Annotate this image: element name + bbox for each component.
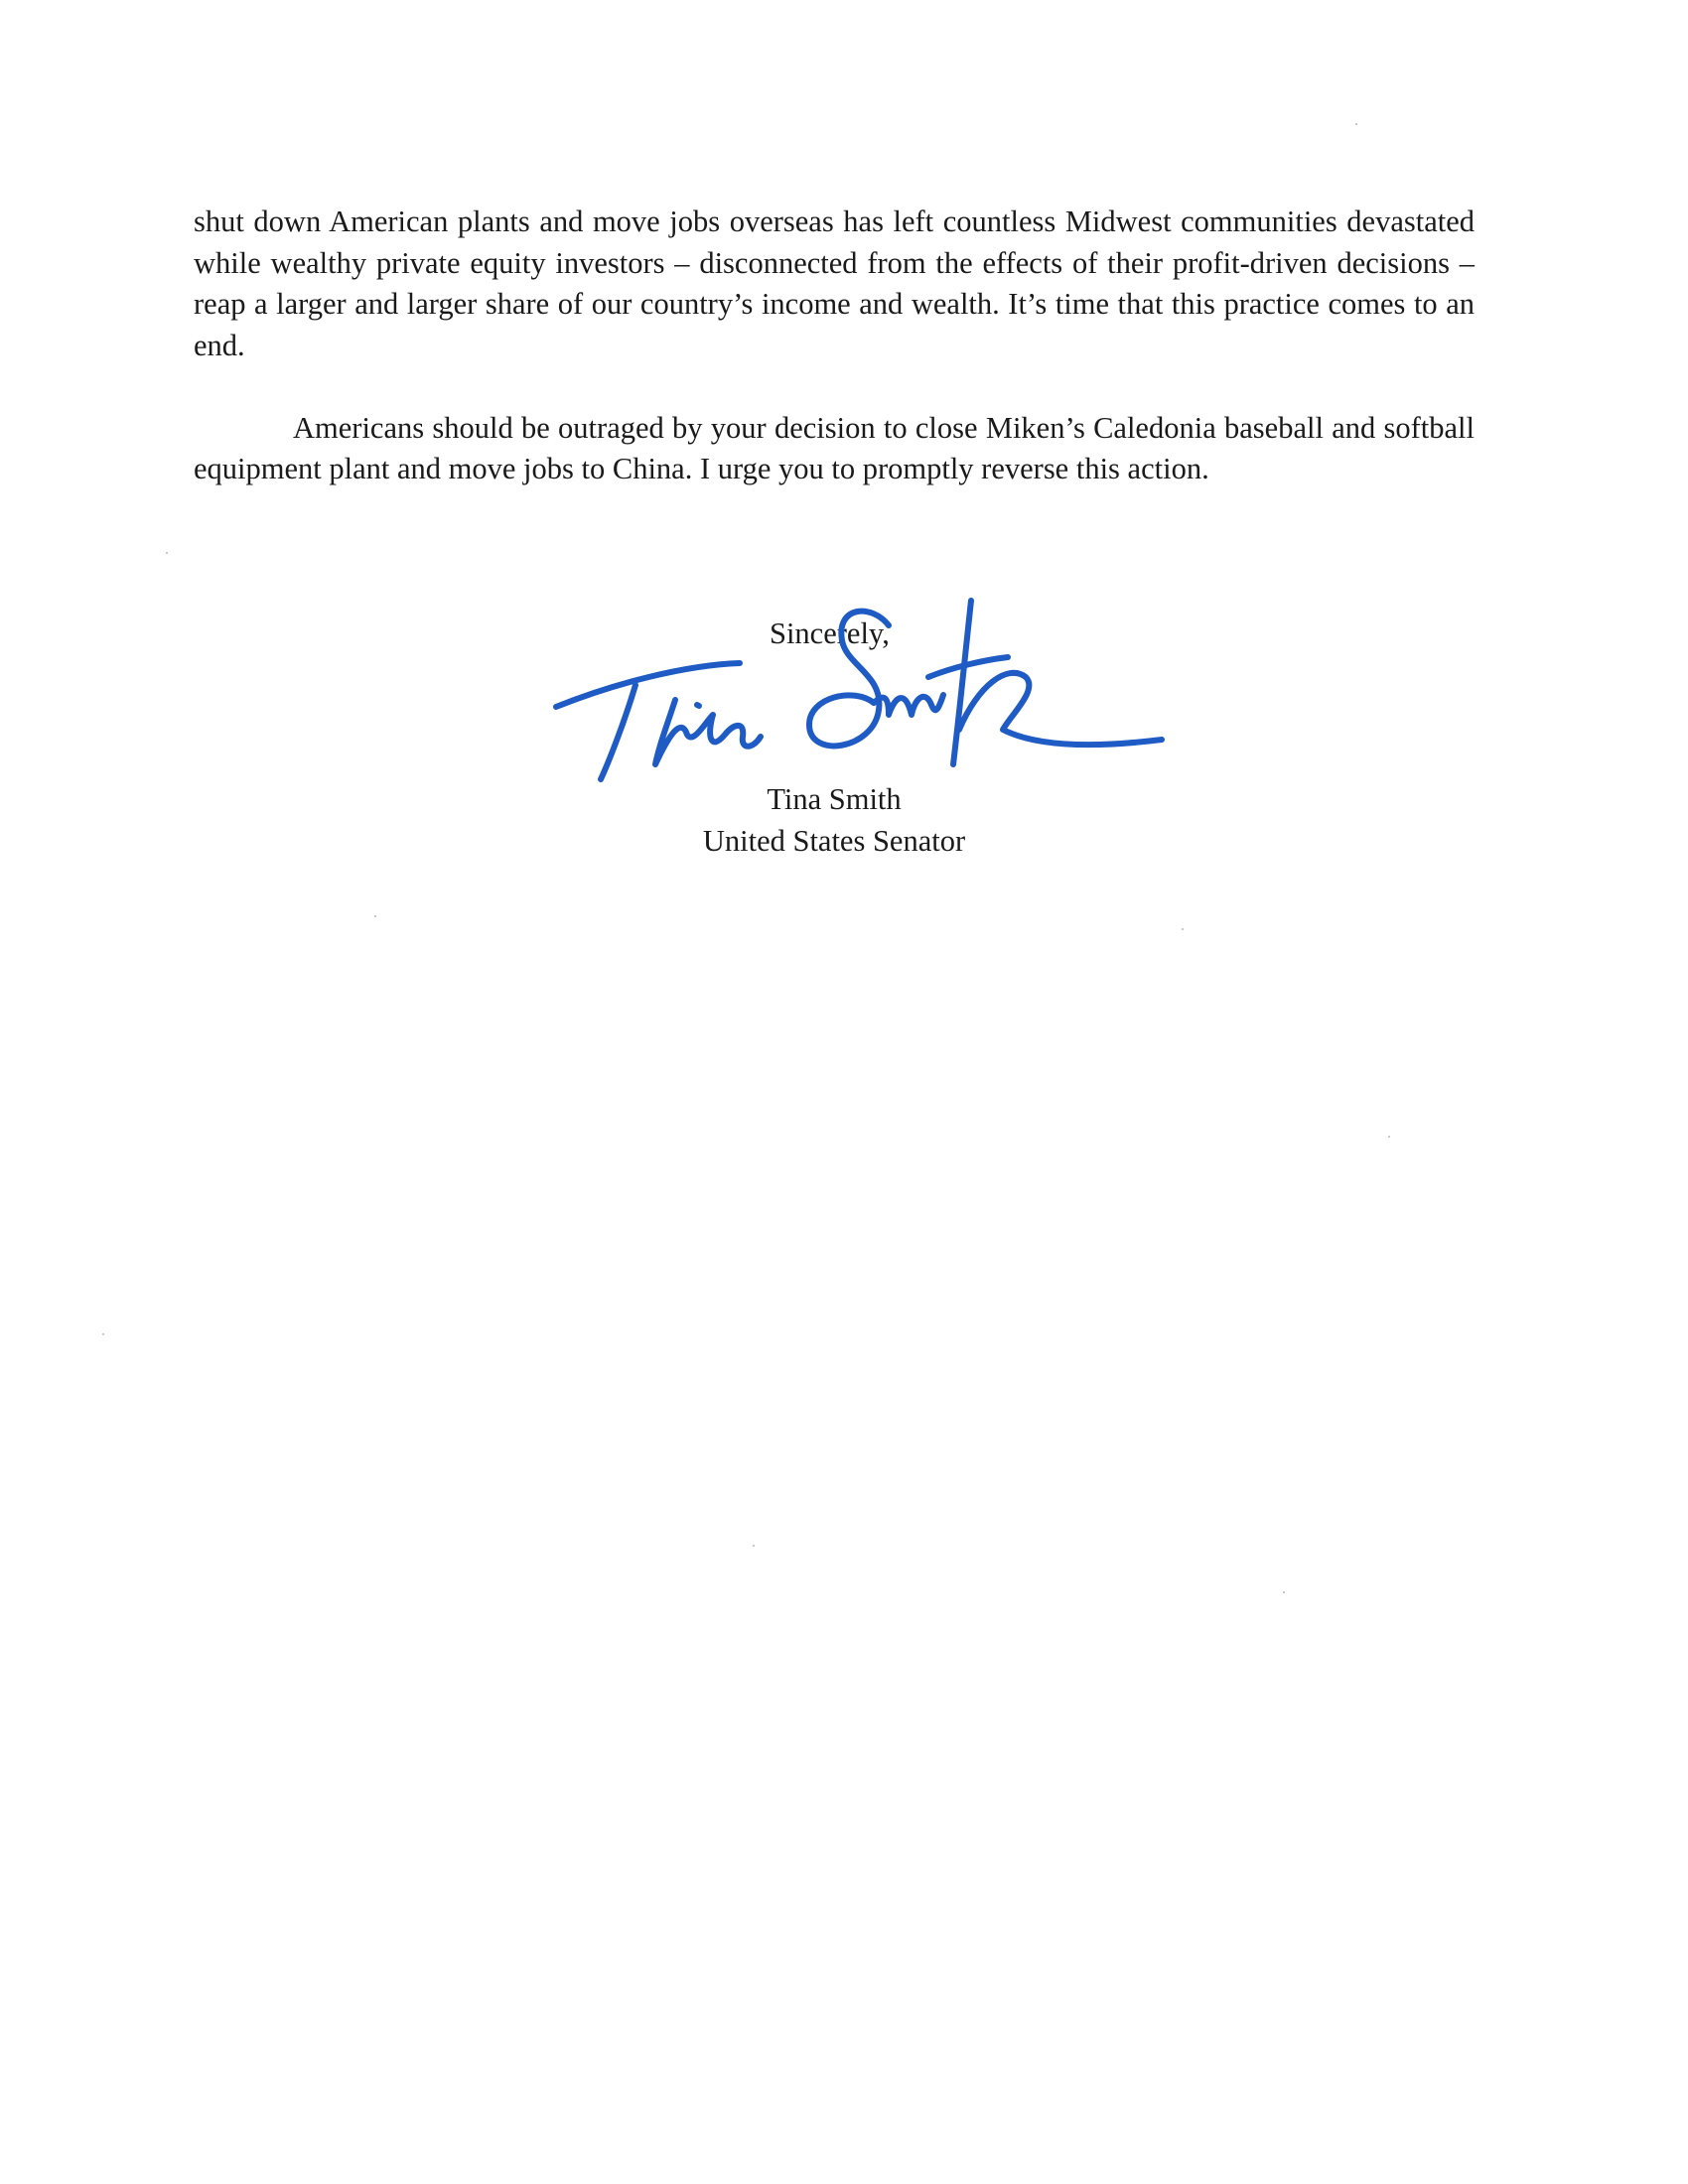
scan-speck: [374, 915, 376, 917]
closing-salutation: Sincerely,: [770, 616, 890, 650]
signer-title: United States Senator: [702, 823, 966, 858]
scan-speck: [1182, 928, 1184, 930]
signer-name: Tina Smith: [767, 782, 902, 816]
scan-speck: [1355, 123, 1357, 125]
scan-speck: [753, 1545, 755, 1547]
handwritten-signature: [536, 586, 1172, 799]
signature-block: [685, 779, 983, 862]
paragraph-1: shut down American plants and move jobs overseas has left countless Midwest communities devastated while wealthy private equity investors – disconnected from the effects of their profit-driven decisions – reap a larger and larger share of our country’s income and wealth. It’s time that this practice comes to an end.: [194, 205, 1475, 362]
scan-speck: [1283, 1591, 1285, 1593]
scan-speck: [166, 552, 168, 554]
scan-speck: [102, 1333, 104, 1335]
scan-speck: [1388, 1136, 1390, 1138]
letter-body: [194, 202, 1475, 531]
paragraph-2: Americans should be outraged by your decision to close Miken’s Caledonia baseball and softball equipment plant and move jobs to China. I urge you to promptly reverse this action.: [194, 410, 1475, 485]
